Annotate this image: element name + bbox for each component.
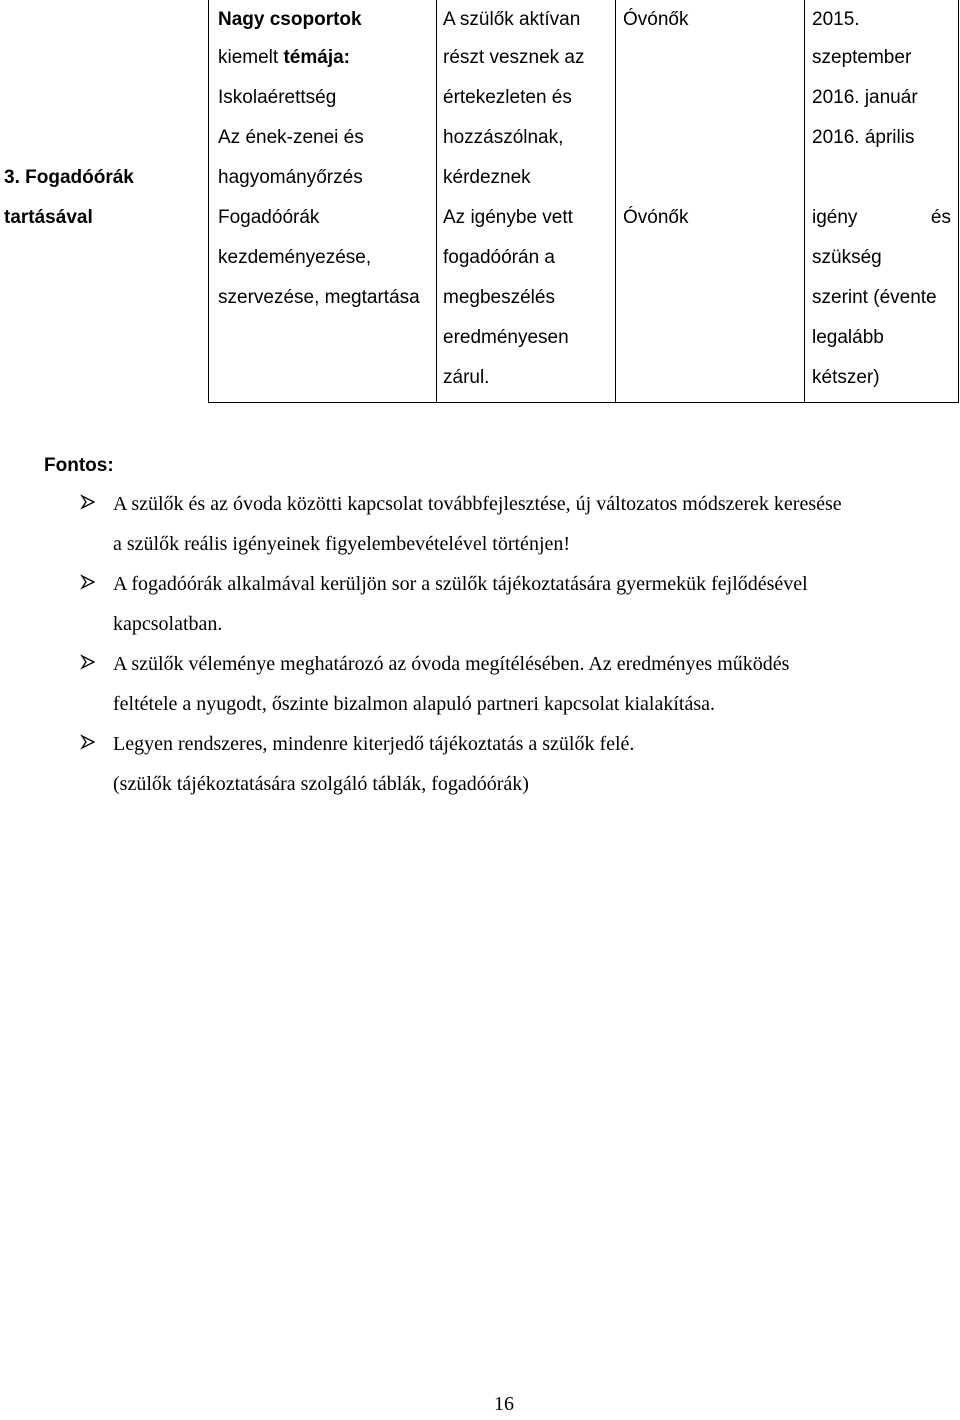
- bullet-1-line-1: A szülők és az óvoda közötti kapcsolat továbbfejlesztése, új változatos módszerek keresése: [113, 493, 842, 515]
- col3-row1-line1: A szülők aktívan: [443, 9, 581, 30]
- bullet-1-line-2: a szülők reális igényeinek figyelembevételével történjen!: [113, 533, 571, 555]
- col2-row1-line5: hagyományőrzés: [218, 167, 363, 188]
- col5-row2-line3: szerint (évente: [812, 287, 937, 308]
- arrowhead-bullet-icon: [80, 574, 96, 590]
- arrowhead-bullet-icon: [80, 734, 96, 750]
- table-border-bottom: [208, 402, 959, 403]
- col2-row2-line3: szervezése, megtartása: [218, 287, 420, 308]
- col4-row1-responsible: Óvónők: [623, 9, 689, 30]
- col5-row2-line1: [812, 198, 951, 238]
- col5-row1-line2: szeptember: [812, 47, 912, 68]
- col5-row1-line4: 2016. április: [812, 127, 915, 148]
- arrowhead-bullet-icon: [80, 654, 96, 670]
- col5-row1-line1: 2015.: [812, 9, 860, 30]
- table-border-col4: [615, 0, 616, 402]
- fontos-heading: Fontos:: [44, 455, 114, 476]
- col2-row2-line1: Fogadóórák: [218, 207, 320, 228]
- col4-row2-responsible: Óvónők: [623, 207, 689, 228]
- row-label-line1: 3. Fogadóórák: [4, 167, 134, 188]
- col5-row2-line5: kétszer): [812, 367, 880, 388]
- col3-row2-line2: fogadóórán a: [443, 247, 555, 268]
- bullet-item-1: [0, 484, 960, 564]
- col5-row2-line2: szükség: [812, 247, 882, 268]
- col2-row1-line3: Iskolaérettség: [218, 87, 337, 108]
- bullet-2-line-1: A fogadóórák alkalmával kerüljön sor a szülők tájékoztatására gyermekük fejlődésével: [113, 573, 808, 595]
- col2-row1-line1: Nagy csoportok: [218, 9, 362, 30]
- bullet-item-4: [0, 724, 960, 804]
- bullet-item-3: [0, 644, 960, 724]
- table-border-left: [208, 0, 209, 402]
- col2-row1-line2-b: témája:: [283, 47, 350, 68]
- activity-table: [0, 0, 960, 404]
- bullet-4-line-2: (szülők tájékoztatására szolgáló táblák, fogadóórák): [113, 773, 529, 795]
- col2-row1-line2-a: kiemelt: [218, 47, 284, 68]
- bullet-3-line-2: feltétele a nyugodt, őszinte bizalmon alapuló partneri kapcsolat kialakítása.: [113, 693, 716, 715]
- bullet-item-2: [0, 564, 960, 644]
- col5-row2-line1-a: igény: [812, 207, 858, 228]
- page-number: 16: [494, 1393, 514, 1415]
- col2-row1-line4: Az ének-zenei és: [218, 127, 364, 148]
- arrowhead-bullet-icon: [80, 494, 96, 510]
- col3-row1-line4: hozzászólnak,: [443, 127, 564, 148]
- col3-row1-line3: értekezleten és: [443, 87, 572, 108]
- col2-row1-line2: [218, 38, 350, 78]
- col3-row2-line5: zárul.: [443, 367, 490, 388]
- col3-row2-line4: eredményesen: [443, 327, 569, 348]
- table-border-right: [958, 0, 959, 402]
- bullet-4-line-1: Legyen rendszeres, mindenre kiterjedő tájékoztatás a szülők felé.: [113, 733, 635, 755]
- row-label-line2: tartásával: [4, 207, 93, 228]
- bullet-3-line-1: A szülők véleménye meghatározó az óvoda megítélésében. Az eredményes működés: [113, 653, 790, 675]
- bullet-2-line-2: kapcsolatban.: [113, 613, 223, 635]
- fontos-bullet-list: [0, 484, 960, 804]
- col3-row2-line3: megbeszélés: [443, 287, 555, 308]
- col5-row2-line1-b: és: [930, 207, 951, 228]
- table-border-col5: [804, 0, 805, 402]
- col3-row2-line1: Az igénybe vett: [443, 207, 573, 228]
- col3-row1-line5: kérdeznek: [443, 167, 531, 188]
- col5-row2-line4: legalább: [812, 327, 884, 348]
- table-border-col3: [436, 0, 437, 402]
- col2-row2-line2: kezdeményezése,: [218, 247, 372, 268]
- col3-row1-line2: részt vesznek az: [443, 47, 585, 68]
- col5-row1-line3: 2016. január: [812, 87, 918, 108]
